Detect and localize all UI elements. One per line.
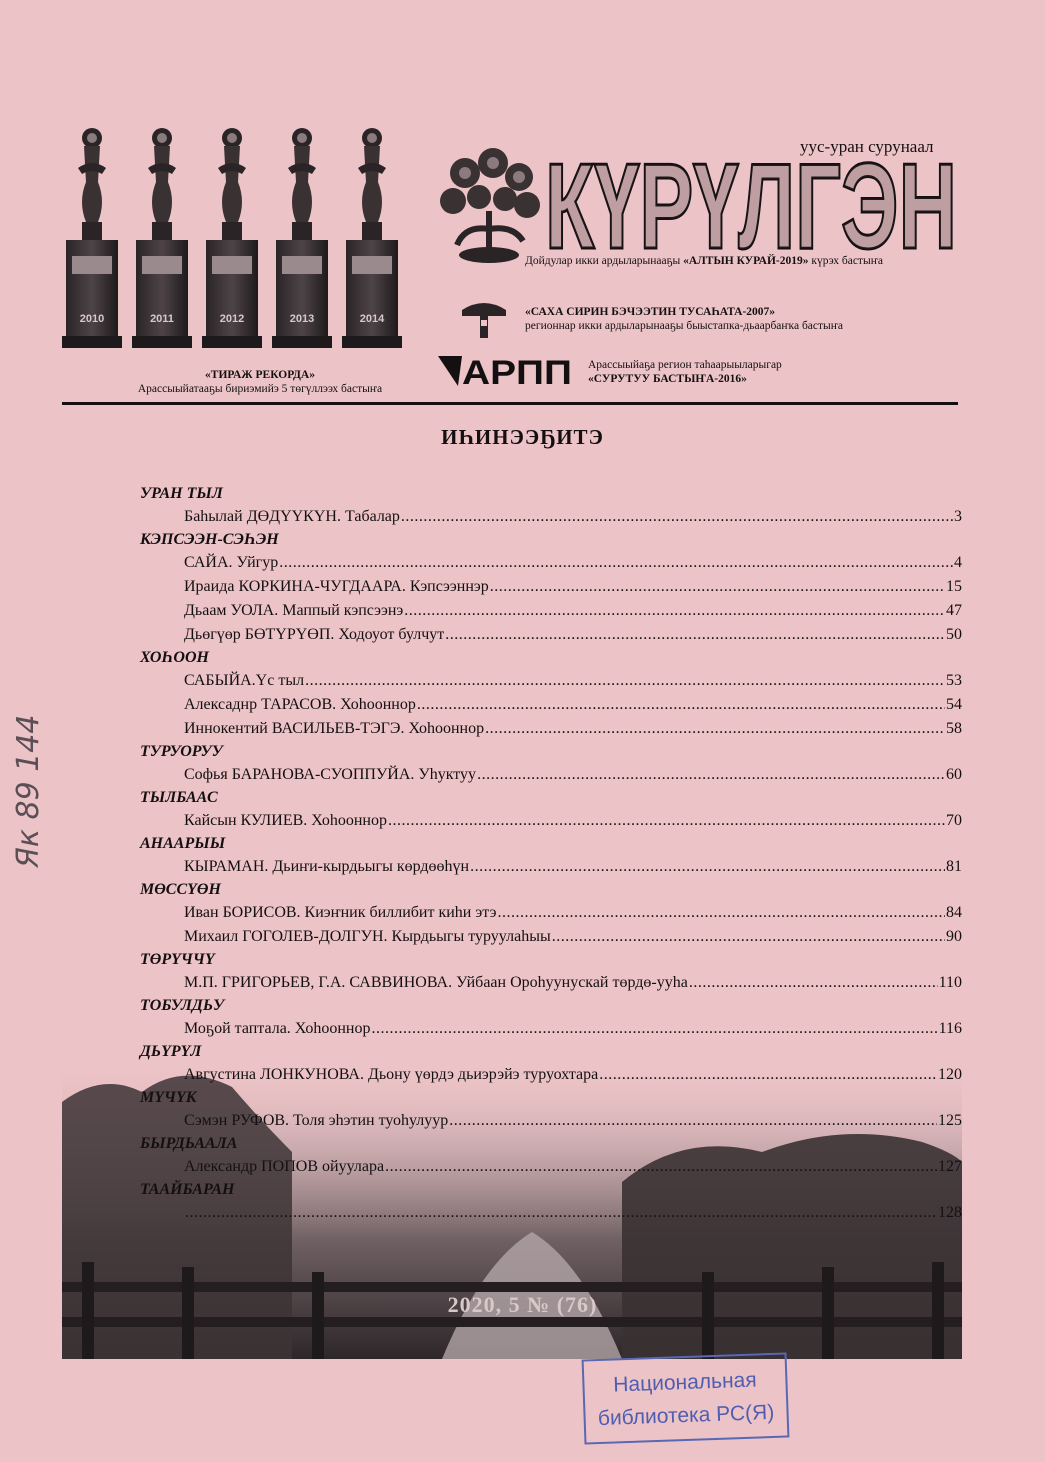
flower-emblem-icon xyxy=(435,145,543,267)
toc-leader-dots xyxy=(599,1063,937,1087)
toc-section-heading: ТУРУОРУУ xyxy=(140,743,223,760)
toc-entry-title: Дьөгүөр БӨТҮРҮӨП. Ходоуот булчут xyxy=(184,626,445,643)
toc-entry[interactable] xyxy=(140,971,962,995)
toc-page-number: 58 xyxy=(946,720,962,737)
toc-leader-dots xyxy=(485,717,945,741)
toc-entry-title: Софья БАРАНОВА-СУОППУЙА. Уhуктуу xyxy=(184,766,477,783)
award-surutuu xyxy=(588,358,782,386)
award-statuettes-image xyxy=(62,122,402,360)
toc-page-number: 116 xyxy=(938,1020,962,1037)
toc-entry-title: Дьаам УОЛА. Маппый кэпсээнэ xyxy=(184,602,404,619)
toc-leader-dots xyxy=(497,901,945,925)
toc-section-heading: ТӨРҮЧЧҮ xyxy=(140,951,215,968)
toc-section-heading: ТЫЛБААС xyxy=(140,789,218,806)
issue-number: 2020, 5 № (76) xyxy=(447,1292,598,1317)
award-statuette xyxy=(342,128,402,348)
toc-section-heading: КЭПСЭЭН-СЭҺЭН xyxy=(140,531,279,548)
award-saha-press xyxy=(525,305,955,333)
stamp-line2: библиотека РС(Я) xyxy=(597,1400,775,1431)
toc-entry-title: Кайсын КУЛИЕВ. Хоhооннор xyxy=(184,812,387,829)
award-statuette xyxy=(132,128,192,348)
toc-entry[interactable] xyxy=(140,693,962,717)
magazine-subtitle: уус-уран сурунаал xyxy=(800,137,934,156)
header-divider xyxy=(62,402,958,405)
toc-entry-title: Сэмэн РУФОВ. Толя эһэтин туоһулуур xyxy=(184,1112,449,1129)
toc-entry-title: Александр ПОПОВ ойуулара xyxy=(184,1158,385,1175)
toc-leader-dots xyxy=(477,763,945,787)
award2-text: регионнар икки ардыларынааҕы быыстапка-дьаарбаҥка бастыҥа xyxy=(525,320,844,332)
toc-page-number: 53 xyxy=(946,672,962,689)
toc-entry[interactable] xyxy=(140,505,962,529)
toc-entry-title: Иннокентий ВАСИЛЬЕВ-ТЭГЭ. Хоhооннор xyxy=(184,720,485,737)
toc-leader-dots xyxy=(445,623,945,647)
toc-section-heading: УРАН ТЫЛ xyxy=(140,485,223,502)
magazine-title-logo xyxy=(545,136,965,266)
toc-entry[interactable] xyxy=(140,855,962,879)
toc-leader-dots xyxy=(385,1155,937,1179)
toc-title: ИҺИНЭЭҔИТЭ xyxy=(441,425,604,449)
toc-entry-title: КЫРАМАН. Дьиҥи-кырдьыгы көрдөөһүн xyxy=(184,858,470,875)
toc-entry[interactable] xyxy=(140,763,962,787)
table-of-contents xyxy=(140,483,962,1225)
toc-entry-title: Баһылай ДӨДҮҮКҮН. Табалар xyxy=(184,508,400,525)
library-stamp xyxy=(582,1352,790,1444)
toc-leader-dots xyxy=(305,669,945,693)
award-altyn-kurai xyxy=(525,254,883,268)
toc-entry[interactable] xyxy=(140,901,962,925)
toc-entry[interactable] xyxy=(140,575,962,599)
toc-entry[interactable] xyxy=(140,1109,962,1133)
toc-entry[interactable] xyxy=(140,1017,962,1041)
toc-page-number: 90 xyxy=(946,928,962,945)
toc-leader-dots xyxy=(449,1109,937,1133)
handwritten-note-text: Як 89 144 xyxy=(11,714,46,868)
toc-entry-title: Алексаднр ТАРАСОВ. Хоhооннор xyxy=(184,696,416,713)
award-caption-title: «ТИРАЖ РЕКОРДА» xyxy=(205,369,315,381)
award-year-label: 2011 xyxy=(150,313,174,325)
toc-page-number: 15 xyxy=(946,578,962,595)
toc-leader-dots xyxy=(279,551,953,575)
toc-page-number: 120 xyxy=(938,1066,962,1083)
award3-name: «СУРУТУУ БАСТЫҤА-2016» xyxy=(588,373,747,385)
toc-leader-dots xyxy=(404,599,945,623)
toc-entry-title: М.П. ГРИГОРЬЕВ, Г.А. САВВИНОВА. Уйбаан Ороһуунускай төрдө-ууhа xyxy=(184,974,688,991)
toc-leader-dots xyxy=(401,505,953,529)
award-caption xyxy=(110,368,410,396)
toc-page-number: 47 xyxy=(946,602,962,619)
toc-entry-title: САЙА. Уйгур xyxy=(184,554,279,571)
toc-section-heading: МӨССҮӨН xyxy=(140,881,221,898)
handwritten-note xyxy=(0,700,56,870)
toc-page-number: 4 xyxy=(954,554,962,571)
award-year-label: 2012 xyxy=(219,313,245,325)
toc-entry[interactable] xyxy=(140,551,962,575)
toc-page-number: 125 xyxy=(938,1112,962,1129)
toc-page-number: 70 xyxy=(946,812,962,829)
toc-entry[interactable] xyxy=(140,623,962,647)
toc-leader-dots xyxy=(185,1201,937,1225)
toc-page-number: 50 xyxy=(946,626,962,643)
award1-prefix: Дойдулар икки ардыларынааҕы xyxy=(525,255,684,267)
magazine-title-text: КҮРҮЛГЭН xyxy=(545,138,957,266)
toc-page-number: 81 xyxy=(946,858,962,875)
toc-leader-dots xyxy=(470,855,945,879)
toc-entry-title: Ираида КОРКИНА-ЧУГДААРА. Кэпсээннэр xyxy=(184,578,489,595)
toc-page-number: 3 xyxy=(954,508,962,525)
toc-entry[interactable] xyxy=(140,1155,962,1179)
toc-leader-dots xyxy=(689,971,938,995)
toc-page-number: 110 xyxy=(938,974,962,991)
award-year-label: 2010 xyxy=(79,313,105,325)
toc-entry-title: Михаил ГОГОЛЕВ-ДОЛГУН. Кырдьыгы туруулаhыы xyxy=(184,928,551,945)
press-emblem-icon xyxy=(458,296,510,340)
toc-section-heading: ДЬҮРҮЛ xyxy=(140,1043,202,1060)
toc-entry[interactable] xyxy=(140,1201,962,1225)
award2-name: «САХА СИРИН БЭЧЭЭТИН ТУСАҺАТА-2007» xyxy=(525,306,776,318)
award-caption-text: Арассыыйатааҕы бириэмийэ 5 төгүллээх бастыҥа xyxy=(137,383,383,395)
award-year-label: 2013 xyxy=(289,313,315,325)
toc-section-heading: ТОБУЛДЬУ xyxy=(140,997,225,1014)
award1-name: «АЛТЫН КУРАЙ-2019» xyxy=(683,255,809,267)
toc-entry[interactable] xyxy=(140,809,962,833)
toc-entry[interactable] xyxy=(140,669,962,693)
toc-leader-dots xyxy=(371,1017,937,1041)
toc-entry[interactable] xyxy=(140,599,962,623)
toc-entry-title: Моҕой таптала. Хоhооннор xyxy=(184,1020,371,1037)
toc-entry-title: Иван БОРИСОВ. Киэҥник биллибит киhи этэ xyxy=(184,904,497,921)
award-statuette xyxy=(272,128,332,348)
toc-leader-dots xyxy=(490,575,945,599)
arpp-logo-text: АРПП xyxy=(462,354,572,390)
toc-page-number: 128 xyxy=(938,1204,962,1221)
toc-leader-dots xyxy=(417,693,945,717)
toc-page-number: 54 xyxy=(946,696,962,713)
award-statuette xyxy=(62,128,122,348)
toc-entry[interactable] xyxy=(140,717,962,741)
toc-entry-title: Августина ЛОНКУНОВА. Дьону үөрдэ дьиэрэйэ туруохтара xyxy=(184,1066,599,1083)
toc-leader-dots xyxy=(388,809,945,833)
toc-entry[interactable] xyxy=(140,925,962,949)
toc-page-number: 84 xyxy=(946,904,962,921)
award3-text: Арассыыйаҕа регион таһаарыыларыгар xyxy=(588,359,782,371)
toc-entry[interactable] xyxy=(140,1063,962,1087)
toc-page-number: 127 xyxy=(938,1158,962,1175)
award-year-label: 2014 xyxy=(359,313,385,325)
toc-page-number: 60 xyxy=(946,766,962,783)
toc-section-heading: МҮЧҮК xyxy=(140,1089,197,1106)
stamp-line1: Национальная xyxy=(612,1368,758,1397)
toc-section-heading: ТААЙБАРАН xyxy=(140,1181,235,1198)
toc-section-heading: АНААРЫЫ xyxy=(140,835,226,852)
toc-section-heading: БЫРДЬААЛА xyxy=(140,1135,238,1152)
toc-leader-dots xyxy=(552,925,945,949)
award1-suffix: күрэх бастыҥа xyxy=(808,255,883,267)
toc-section-heading: ХОҺООН xyxy=(140,649,209,666)
toc-entry-title: САБЫЙА.Үс тыл xyxy=(184,672,305,689)
award-statuette xyxy=(202,128,262,348)
arpp-logo xyxy=(436,350,576,390)
svg-text:КҮРҮЛГЭН: КҮРҮЛГЭН xyxy=(545,138,957,266)
